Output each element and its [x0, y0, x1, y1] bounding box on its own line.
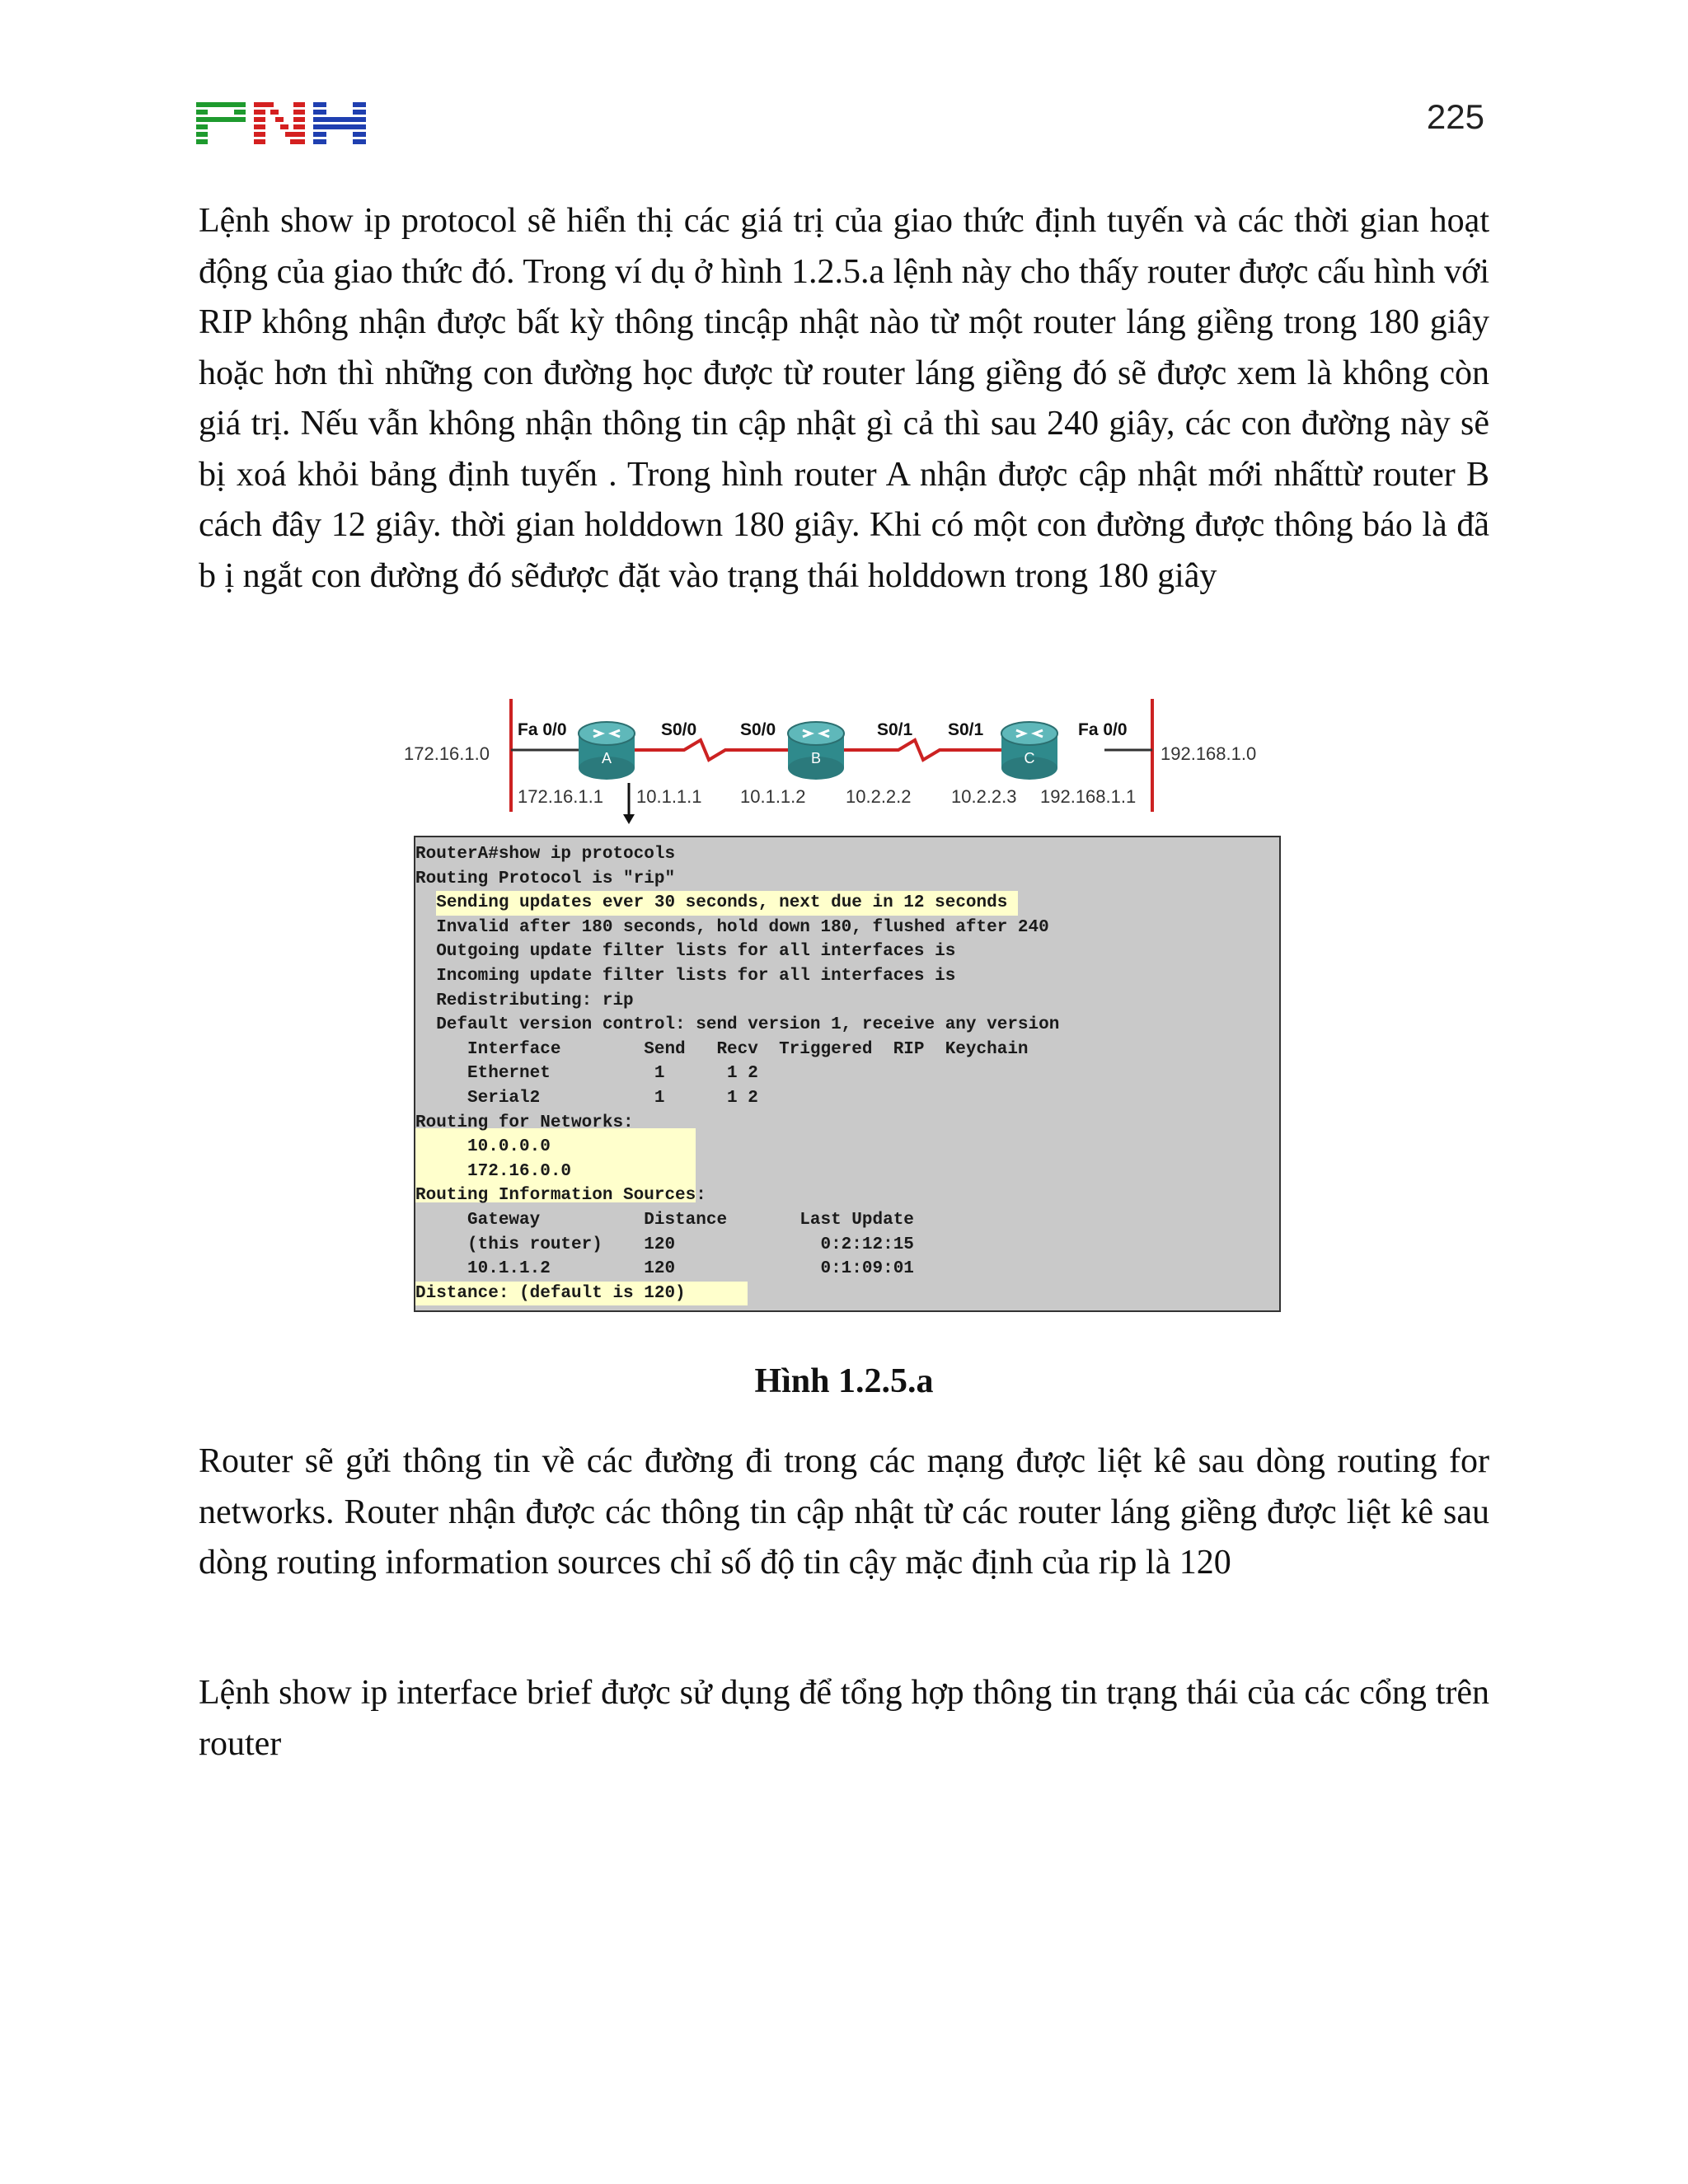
router-c-fa00-ip: 192.168.1.1: [1040, 786, 1137, 807]
console-line: Default version control: send version 1, receive any version: [415, 1015, 1060, 1035]
router-b-label: B: [810, 750, 822, 766]
router-b-s00-ip: 10.1.1.2: [740, 786, 806, 807]
serial-link-b-c: [844, 740, 1001, 760]
serial-link-a-b: [635, 740, 788, 760]
router-b-s01-ip: 10.2.2.2: [846, 786, 912, 807]
router-c-icon: [1001, 722, 1057, 780]
console-line: Routing Information Sources:: [415, 1186, 706, 1206]
router-c-s01-label: S0/1: [948, 720, 984, 739]
highlight-distance: Distance: (default is 120): [415, 1282, 748, 1306]
console-line: (this router) 120 0:2:12:15: [415, 1235, 914, 1254]
console-line: 10.0.0.0: [415, 1137, 551, 1157]
console-output-show-ip-protocols: [414, 836, 1281, 1312]
console-line: Redistributing: rip: [415, 991, 634, 1010]
router-c-label: C: [1024, 750, 1035, 766]
console-line: Gateway Distance Last Update: [415, 1210, 914, 1230]
figure-caption: Hình 1.2.5.a: [754, 1362, 934, 1400]
page-number: 225: [1426, 97, 1484, 136]
router-b-s01-label: S0/1: [877, 720, 913, 739]
router-a-s00-label: S0/0: [661, 720, 697, 739]
console-line: Serial2 1 1 2: [415, 1088, 758, 1108]
router-b-s00-label: S0/0: [740, 720, 776, 739]
router-c-s01-ip: 10.2.2.3: [951, 786, 1017, 807]
router-a-icon: [579, 722, 635, 780]
console-line: Interface Send Recv Triggered RIP Keychain: [415, 1039, 1029, 1059]
highlight-sending-updates: Sending updates ever 30 seconds, next due in 12 seconds: [436, 891, 1018, 916]
right-network-label: 192.168.1.0: [1160, 743, 1257, 764]
pnh-logo: [196, 102, 366, 147]
network-topology-diagram: [396, 692, 1294, 832]
console-line-highlighted: [415, 1282, 1279, 1306]
paragraph-show-ip-protocol: Lệnh show ip protocol sẽ hiển thị các giá trị của giao thức định tuyến và các thời gian hoạt động của giao thức đó. Trong ví dụ ở hình 1.2.5.a lệnh này cho thấy router được cấu hình với RIP không nhận được bất kỳ thông tincập nhật nào từ một router láng giềng trong 180 giây hoặc hơn thì những con đường học được từ router láng giềng đó sẽ được xem là không còn giá trị. Nếu vẫn không nhận thông tin cập nhật gì cả thì sau 240 giây, các con đường này sẽ bị xoá khỏi bảng định tuyến . Trong hình router A nhận được cập nhật mới nhấttừ router B cách đây 12 giây. thời gian holddown 180 giây. Khi có một con đường được thông báo là đã b ị ngắt con đường đó sẽđược đặt vào trạng thái holddown trong 180 giây: [199, 202, 1489, 595]
console-line-highlighted: [415, 891, 1279, 916]
console-line: Incoming update filter lists for all interfaces is: [415, 966, 956, 986]
router-a-label: A: [601, 750, 612, 766]
paragraph-routing-networks: Router sẽ gửi thông tin về các đường đi trong các mạng được liệt kê sau dòng routing for networks. Router nhận được các thông tin cập nhật từ các router láng giềng được liệt kê sau dòng routing information sources chỉ số độ tin cậy mặc định của rip là 120: [199, 1442, 1489, 1582]
console-line: Routing for Networks:: [415, 1113, 634, 1132]
paragraph-show-ip-interface-brief: Lệnh show ip interface brief được sử dụng để tổng hợp thông tin trạng thái của các cổng trên router: [199, 1674, 1489, 1763]
console-line: 172.16.0.0: [415, 1161, 572, 1181]
console-line: Routing Protocol is "rip": [415, 869, 676, 888]
router-a-fa00-label: Fa 0/0: [518, 720, 567, 739]
router-b-icon: [788, 722, 844, 780]
console-line: Invalid after 180 seconds, hold down 180, flushed after 240: [415, 917, 1049, 937]
router-a-fa00-ip: 172.16.1.1: [518, 786, 603, 807]
console-line: Outgoing update filter lists for all interfaces is: [415, 942, 956, 962]
console-line: Ethernet 1 1 2: [415, 1064, 758, 1084]
router-c-fa00-label: Fa 0/0: [1078, 720, 1128, 739]
router-a-s00-ip: 10.1.1.1: [636, 786, 702, 807]
console-line: 10.1.1.2 120 0:1:09:01: [415, 1259, 914, 1279]
left-network-label: 172.16.1.0: [404, 743, 490, 764]
console-line: RouterA#show ip protocols: [415, 845, 676, 864]
